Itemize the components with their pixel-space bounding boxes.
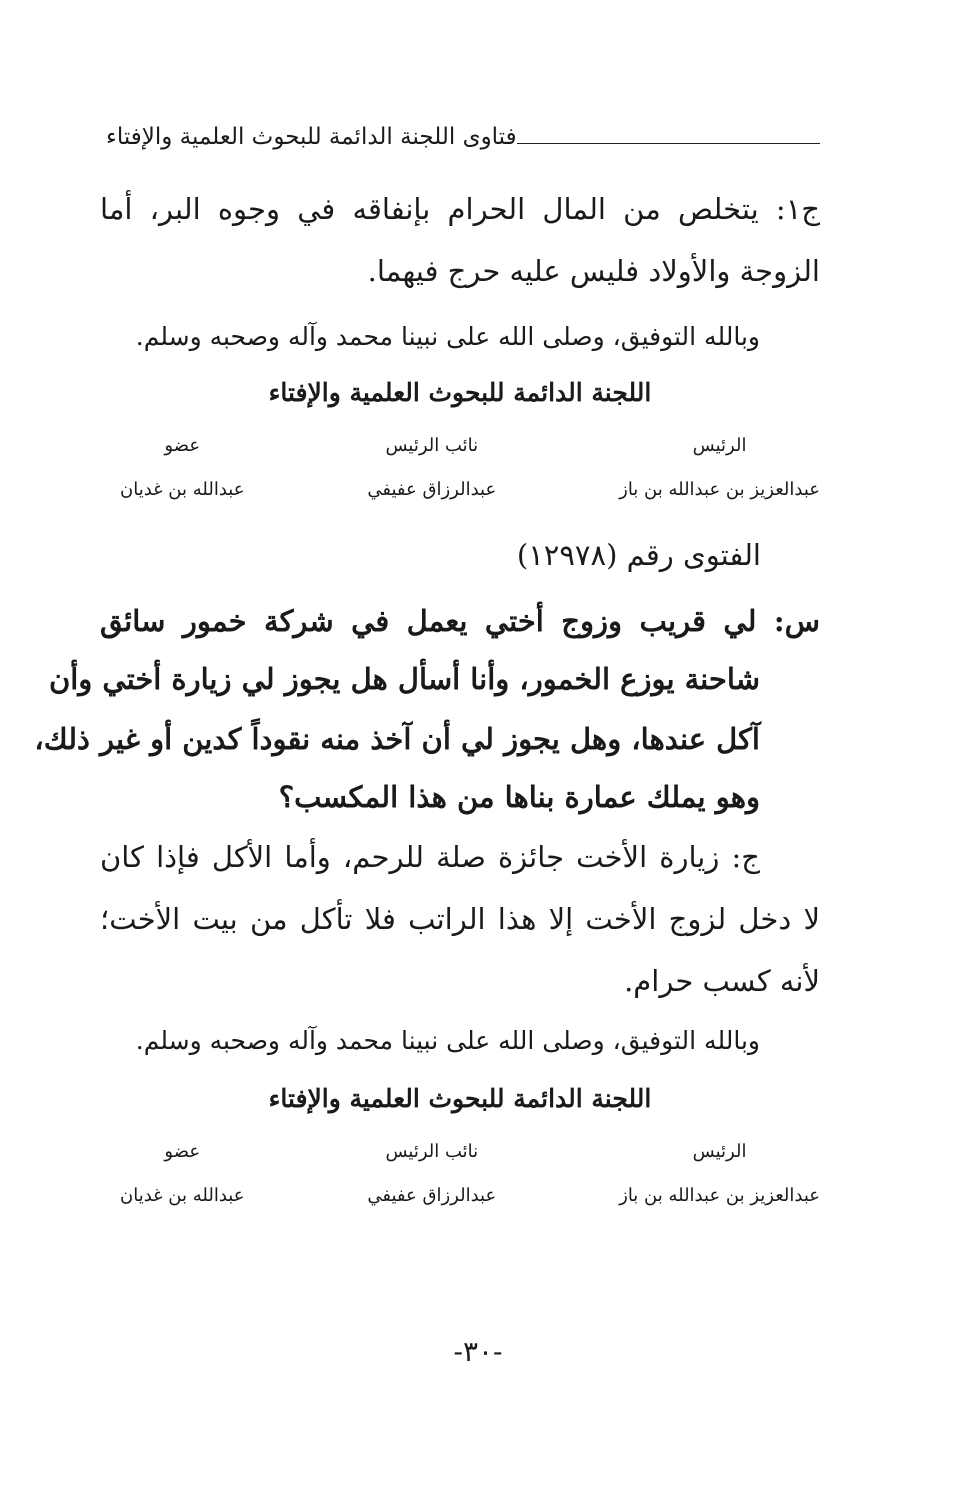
answer-1 xyxy=(100,192,820,302)
signature-chair xyxy=(619,434,820,502)
page-number: -٣٠- xyxy=(453,1335,503,1368)
signature-member xyxy=(120,1140,244,1208)
question-line-4: وهو يملك عمارة بناها من هذا المكسب؟ xyxy=(278,780,760,814)
closing-2 xyxy=(100,1026,820,1066)
member-name: عبدالله بن غديان xyxy=(120,479,245,500)
signature-member xyxy=(120,434,244,502)
vice-chair-role: نائب الرئيس xyxy=(385,1141,479,1162)
vice-chair-name: عبدالرزاق عفيفي xyxy=(367,479,497,500)
vice-chair-role: نائب الرئيس xyxy=(385,435,479,456)
signatures-1 xyxy=(120,434,820,502)
running-title: فتاوى اللجنة الدائمة للبحوث العلمية والإفتاء xyxy=(106,124,517,150)
answer-2-line-3: لأنه كسب حرام. xyxy=(624,964,820,998)
member-role: عضو xyxy=(164,435,201,456)
chair-name: عبدالعزيز بن عبدالله بن باز xyxy=(619,1185,820,1206)
answer-2 xyxy=(100,840,820,1020)
signature-vice-chair xyxy=(367,434,496,502)
closing-1 xyxy=(100,322,820,362)
chair-role: الرئيس xyxy=(692,435,747,456)
committee-title-1: اللجنة الدائمة للبحوث العلمية والإفتاء xyxy=(268,378,652,407)
question xyxy=(34,604,820,834)
answer-2-line-2: لا دخل لزوج الأخت إلا هذا الراتب فلا تأكل من بيت الأخت؛ xyxy=(100,902,820,936)
committee-title-2: اللجنة الدائمة للبحوث العلمية والإفتاء xyxy=(268,1084,652,1113)
signature-chair xyxy=(619,1140,820,1208)
fatwa-number: الفتوى رقم (١٢٩٧٨) xyxy=(516,538,761,572)
answer-1-line-2: الزوجة والأولاد فليس عليه حرج فيهما. xyxy=(367,254,820,288)
question-line-1: س: لي قريب وزوج أختي يعمل في شركة خمور سائق xyxy=(100,604,820,638)
signatures-2 xyxy=(120,1140,820,1208)
closing-1-text: وبالله التوفيق، وصلى الله على نبينا محمد وآله وصحبه وسلم. xyxy=(135,322,760,351)
closing-2-text: وبالله التوفيق، وصلى الله على نبينا محمد وآله وصحبه وسلم. xyxy=(135,1026,760,1055)
answer-1-line-1: ج١: يتخلص من المال الحرام بإنفاقه في وجوه البر، أما xyxy=(100,192,820,226)
member-role: عضو xyxy=(164,1141,201,1162)
question-line-3: آكل عندها، وهل يجوز لي أن آخذ منه نقوداً كدين أو غير ذلك، xyxy=(34,722,760,756)
chair-name: عبدالعزيز بن عبدالله بن باز xyxy=(619,479,820,500)
header-rule xyxy=(517,143,820,144)
running-header xyxy=(100,112,820,152)
answer-2-line-1: ج: زيارة الأخت جائزة صلة للرحم، وأما الأكل فإذا كان xyxy=(100,840,760,874)
chair-role: الرئيس xyxy=(692,1141,747,1162)
member-name: عبدالله بن غديان xyxy=(120,1185,245,1206)
signature-vice-chair xyxy=(367,1140,496,1208)
vice-chair-name: عبدالرزاق عفيفي xyxy=(367,1185,497,1206)
question-line-2: شاحنة يوزع الخمور، وأنا أسأل هل يجوز لي زيارة أختي وأن xyxy=(48,662,760,696)
